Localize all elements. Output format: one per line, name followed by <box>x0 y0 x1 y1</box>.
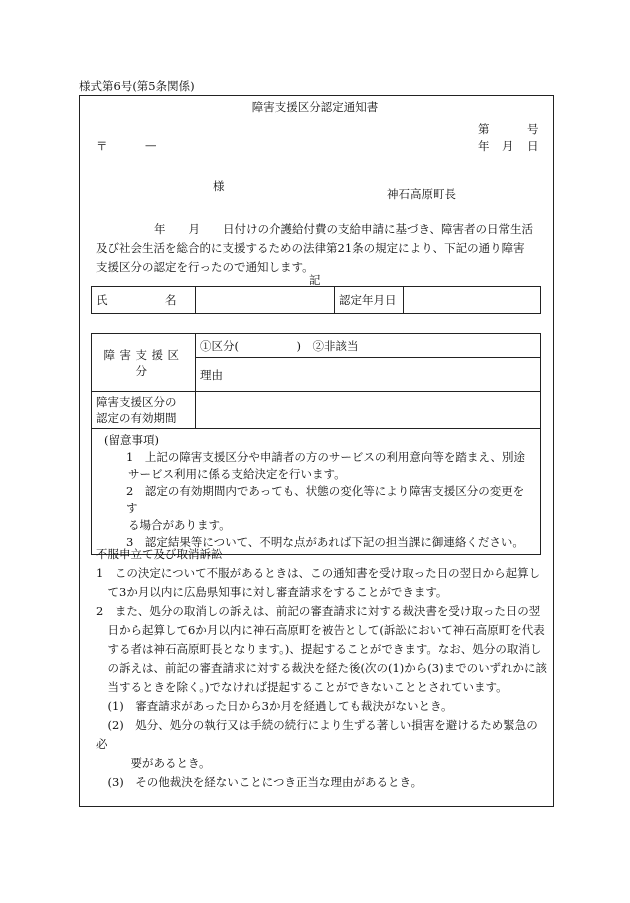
date-month: 月 <box>502 139 514 153</box>
name-table <box>91 286 541 314</box>
note-number: 3 <box>126 535 134 549</box>
postal-dash: — <box>145 138 157 152</box>
appeal-line: (1) 審査請求があった日から3か月を経過しても裁決がないとき。 <box>96 699 453 713</box>
appeal-line: て3か月以内に広島県知事に対し審査請求をすることができます。 <box>96 585 448 599</box>
ki-label: 記 <box>309 273 321 287</box>
intro-paragraph <box>96 220 544 277</box>
intro-line: 年 月 日付けの介護給付費の支給申請に基づき、障害者の日常生活 <box>154 222 534 236</box>
reason-label: 理由 <box>196 358 541 392</box>
appeal-line: の訴えは、前記の審査請求に対する裁決を経た後(次の(1)から(3)までのいずれかに該 <box>96 661 548 675</box>
appeal-line: 1 この決定について不服があるときは、この通知書を受け取った日の翌日から起算し <box>96 566 541 580</box>
validity-label-line: 認定の有効期間 <box>96 411 177 425</box>
appeal-line: する者は神石高原町長となります。)、提起することができます。なお、処分の取消し <box>96 642 542 656</box>
intro-line: 及び社会生活を総合的に支援するための法律第21条の規定により、下記の通り障害 <box>96 241 525 255</box>
note-item: 2 認定の有効期間内であっても、状態の変化等により障害支援区分の変更をす <box>126 484 525 515</box>
form-number: 様式第6号(第5条関係) <box>79 79 195 93</box>
name-value <box>196 287 335 314</box>
approval-date-value <box>404 287 541 314</box>
note-number: 1 <box>126 450 134 464</box>
document-title: 障害支援区分認定通知書 <box>251 100 379 114</box>
category-label <box>92 334 196 392</box>
appeal-heading: 不服申立て及び取消訴訟 <box>96 547 223 561</box>
name-label: 氏 名 <box>92 287 196 314</box>
validity-value <box>196 392 541 429</box>
note-item: 3 認定結果等について、不明な点があれば下記の担当課に御連絡ください。 <box>126 535 524 549</box>
recipient-suffix: 様 <box>213 179 225 193</box>
note-number: 2 <box>126 484 134 498</box>
appeal-line: 要があるとき。 <box>96 756 211 770</box>
validity-label-line: 障害支援区分の <box>96 395 177 409</box>
note-item-cont: る場合があります。 <box>128 518 231 532</box>
appeal-line: 日から起算して6か月以内に神石高原町を被告として(訴訟において神石高原町を代表 <box>96 623 545 637</box>
issuer: 神石高原町長 <box>387 187 456 201</box>
appeal-line: (3) その他裁決を経ないことにつき正当な理由があるとき。 <box>96 775 423 789</box>
appeal-line: 当するときを除く。)でなければ提起することができないこととされています。 <box>96 680 508 694</box>
date-year: 年 <box>478 139 490 153</box>
validity-label <box>92 392 196 429</box>
appeal-line: (2) 処分、処分の執行又は手続の続行により生ずる著しい損害を避けるため緊急の必 <box>96 718 538 751</box>
notes-heading: (留意事項) <box>104 433 159 447</box>
category-label-text: 障害支援区分 <box>103 347 184 378</box>
category-table <box>91 333 541 555</box>
appeal-line: 2 また、処分の取消しの訴えは、前記の審査請求に対する裁決書を受け取った日の翌 <box>96 604 541 618</box>
notes-cell <box>92 429 541 555</box>
approval-date-label: 認定年月日 <box>335 287 404 314</box>
postal-mark: 〒 <box>96 139 108 153</box>
doc-number-dai: 第 <box>478 122 490 136</box>
intro-line: 支援区分の認定を行ったので通知します。 <box>96 260 314 274</box>
doc-number-go: 号 <box>527 122 539 136</box>
note-item: 1 上記の障害支援区分や申請者の方のサービスの利用意向等を踏まえ、別途 <box>126 450 526 464</box>
appeal-body <box>96 564 548 792</box>
note-item-cont: サービス利用に係る支給決定を行います。 <box>128 467 346 481</box>
date-day: 日 <box>527 139 539 153</box>
category-options: ①区分( ) ②非該当 <box>196 334 541 358</box>
